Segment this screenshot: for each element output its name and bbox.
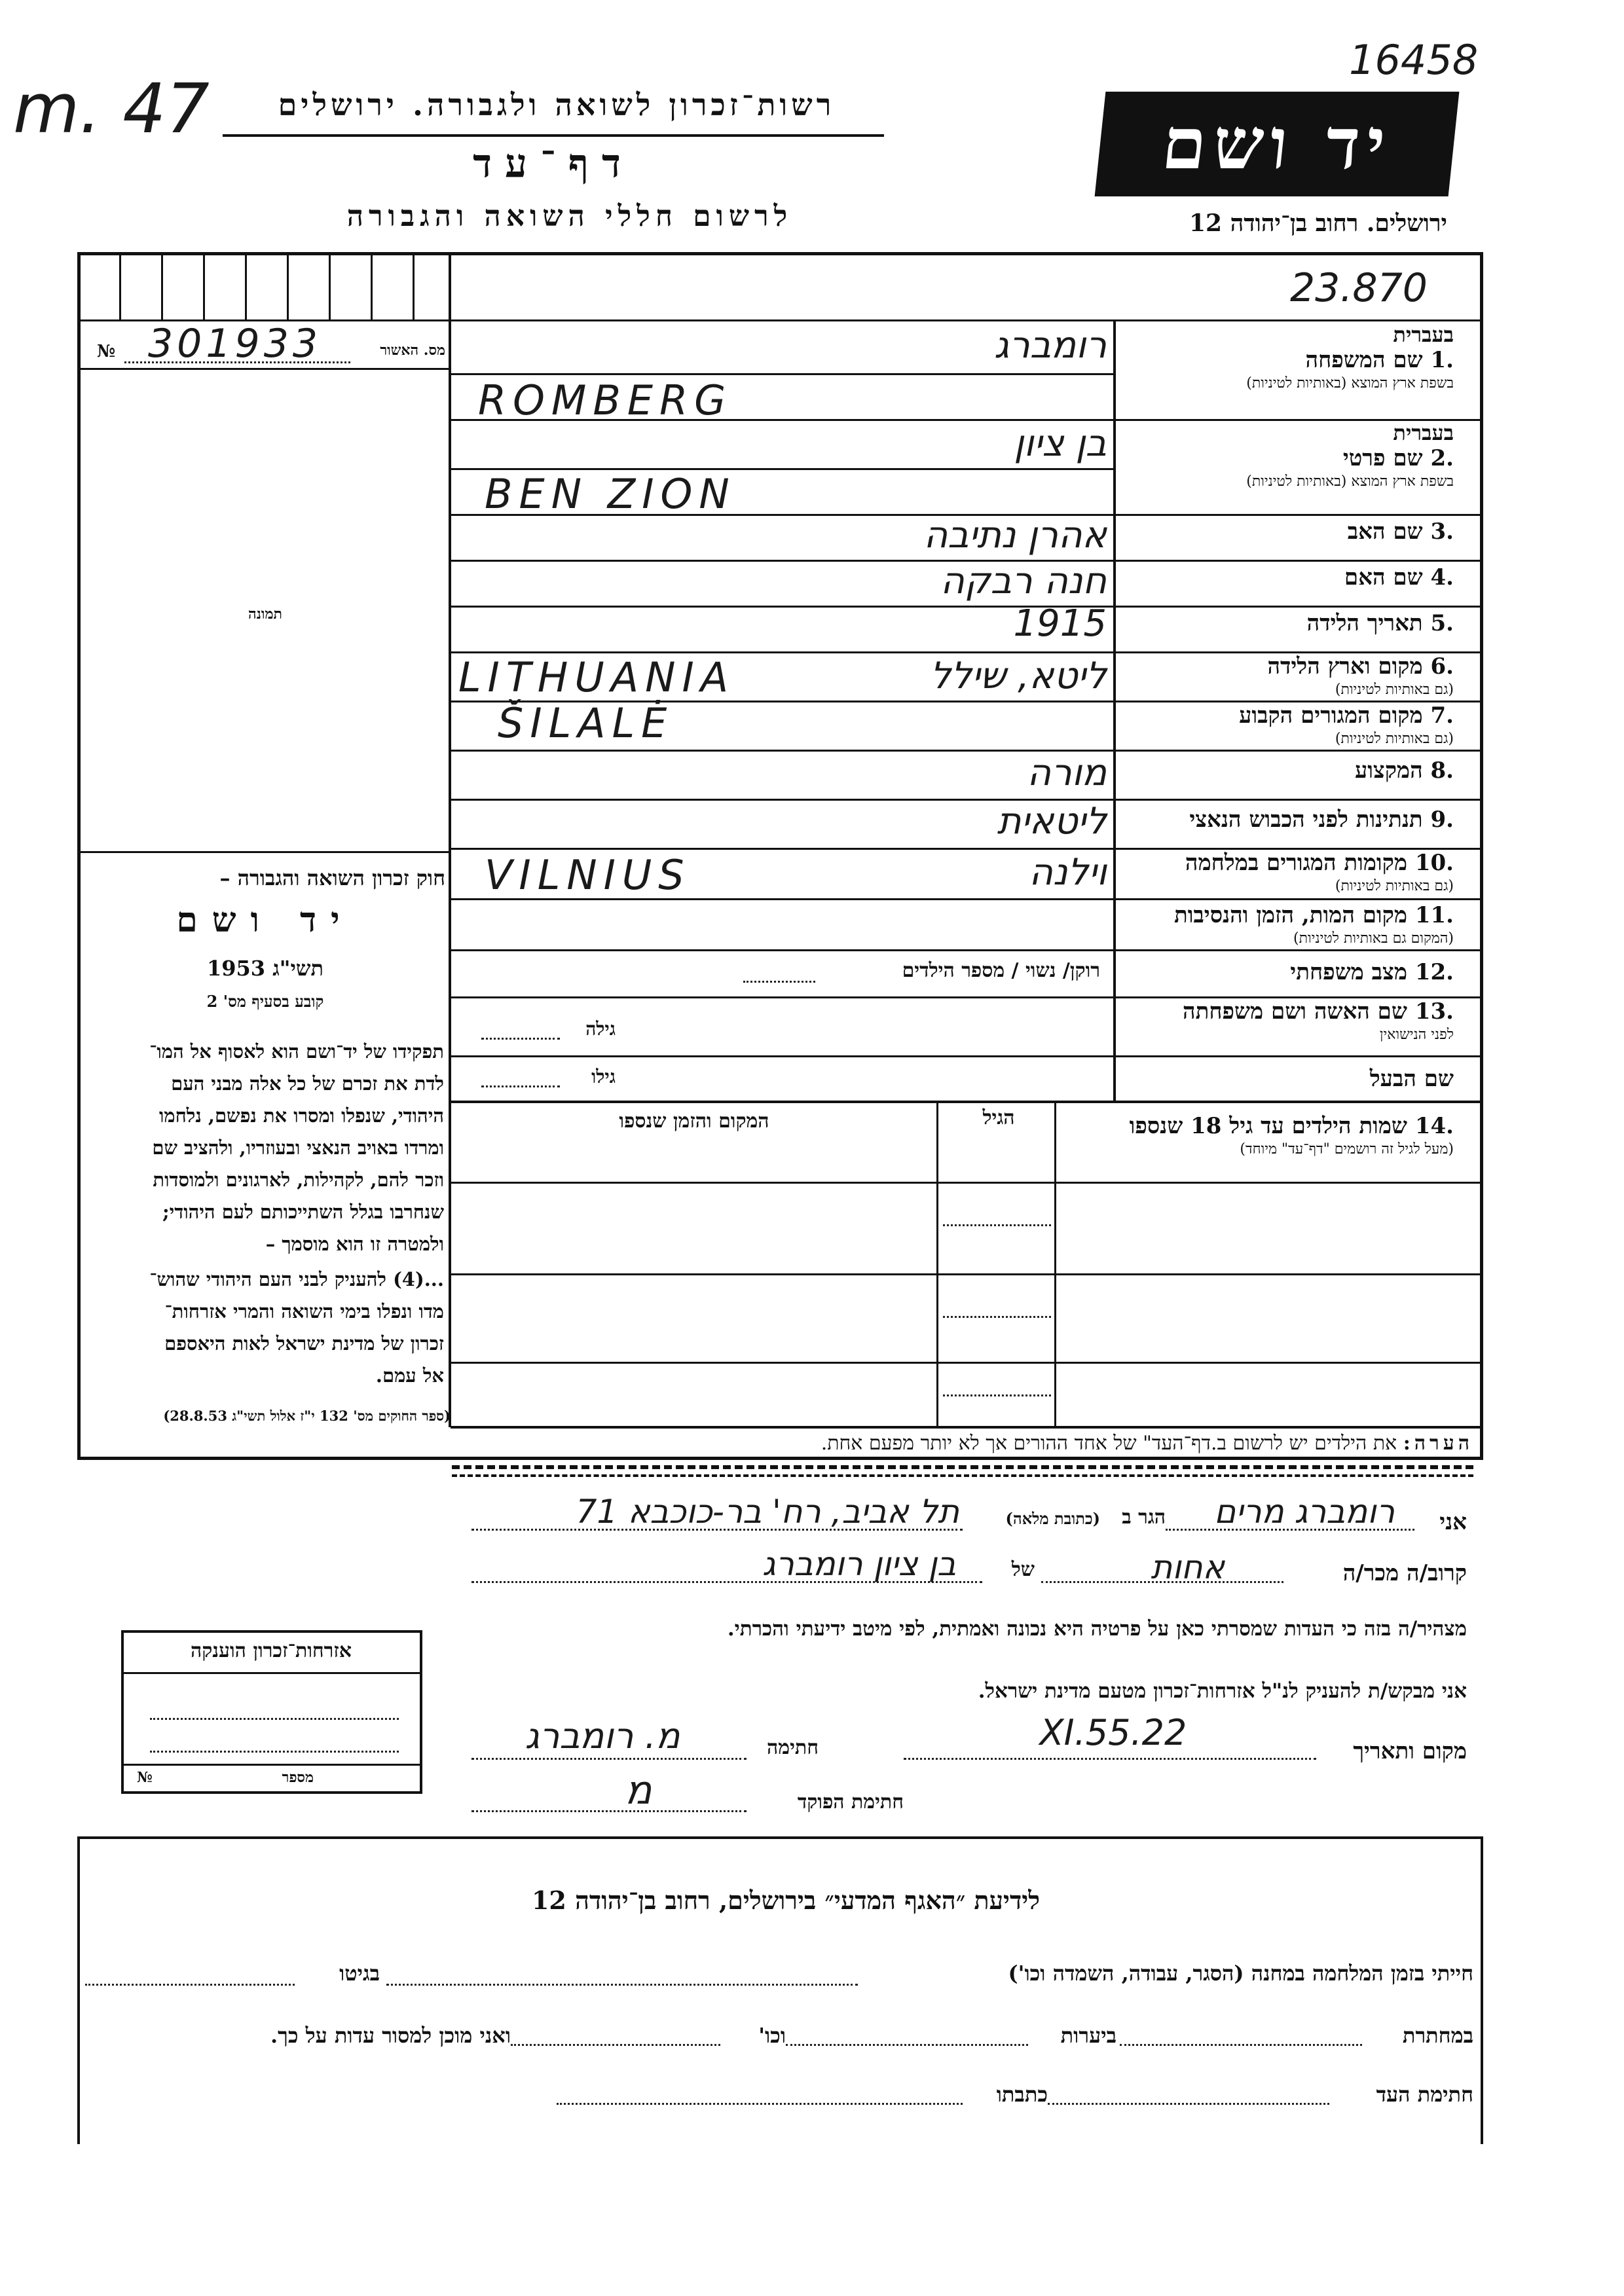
field-10-hebrew-value: וילנה — [1029, 851, 1107, 894]
decl-address-line — [471, 1529, 963, 1531]
citizenship-title: אזרחות־זכרון הוענקה — [190, 1639, 352, 1662]
field-1-label: בעברית .1 שם המשפחה בשפת ארץ המוצא (באותיות לטיניות) — [1246, 322, 1454, 392]
address: ירושלים. רחוב בן־יהודה 12 — [1189, 210, 1447, 237]
registry-no-sign: № — [97, 342, 116, 361]
place-date-line — [904, 1758, 1316, 1760]
org-name: רשות־זכרון לשואה ולגבורה. ירושלים — [278, 87, 836, 122]
footer-line2-b: ביערות — [1060, 2023, 1116, 2048]
law-citation: (ספר החוקים מס' 132 י"ז אלול תשי"ג 28.8.53) — [163, 1408, 451, 1424]
footer-line2-d: ואני מוכן למסור עדות על כך. — [270, 2023, 511, 2048]
handwritten-top-number: 16458 — [1349, 36, 1479, 84]
decl-relation: אחות — [1151, 1548, 1225, 1586]
field-12-options: רוקן/ נשוי / מספר הילדים — [902, 959, 1100, 982]
law-paragraph-2: ...(4) להעניק לבני העם היהודי שהוש־ מדו ונפלו בימי השואה והמרי אזרחות־ זכרון של מדינת ישראל לאות היאספם אל עמם. — [149, 1268, 444, 1387]
table-dotted-line — [943, 1316, 1051, 1318]
footer-line1-a: חייתי בזמן המלחמה במחנה (הסגר, עבודה, השמדה וכו') — [1008, 1961, 1473, 1986]
officer-signature-value: מ — [625, 1768, 652, 1813]
row-line — [451, 1055, 1482, 1057]
note-text: את הילדים יש לרשום ב.דף־העד" של אחד ההורים אך לא יותר מפעם אחת. — [821, 1432, 1397, 1455]
husband-age-line — [481, 1085, 560, 1087]
law-year: תשי"ג 1953 — [207, 956, 323, 981]
field-6-label: .6 מקום וארץ הלידה (גם באותיות לטיניות) — [1267, 653, 1454, 698]
footer-line1-b: בגיטו — [339, 1961, 380, 1986]
children-count-line — [743, 981, 815, 983]
decl-of-line — [471, 1581, 982, 1583]
form-title: דף־עד — [473, 141, 634, 187]
husband-label: שם הבעל — [1369, 1066, 1454, 1092]
law-title: חוק זכרון השואה והגבורה – — [219, 866, 445, 890]
citizenship-box — [121, 1630, 422, 1794]
citizenship-dotline — [150, 1718, 399, 1720]
handwritten-file-number: 23.870 — [1290, 265, 1428, 311]
field-12-label: .12 מצב משפחתי — [1290, 959, 1454, 985]
table-row-line — [451, 1182, 1482, 1184]
yad-vashem-logo — [1095, 92, 1460, 196]
row-line — [451, 1101, 1482, 1103]
photo-label: תמונה — [248, 606, 282, 623]
field-9-value: ליטאית — [997, 800, 1107, 843]
field-7-latin-value: ŠILALĖ — [498, 699, 674, 747]
law-name: יד ושם — [176, 900, 354, 940]
field-8-label: .8 המקצוע — [1354, 757, 1454, 784]
footer-line2-c: וכו' — [758, 2023, 786, 2048]
decl-line2: אני מבקש/ת להעניק לנ"ל אזרחות־זכרון מטעם מדינת ישראל. — [978, 1679, 1467, 1703]
signature-line — [471, 1758, 747, 1760]
box-tick — [329, 254, 331, 319]
husband-age-label: גילו — [591, 1066, 616, 1087]
table-divider — [936, 1101, 938, 1426]
field-10-label: .10 מקומות המגורים במלחמה (גם באותיות לטיניות) — [1185, 850, 1454, 894]
footer-frame — [77, 1836, 1483, 2144]
row-line — [451, 949, 1482, 951]
box-tick — [161, 254, 163, 319]
footer-line2-dots3 — [511, 2044, 720, 2046]
citizenship-no-sign: № — [137, 1769, 153, 1786]
field-13-label: .13 שם האשה ושם משפחתה לפני הנישואין — [1183, 998, 1454, 1043]
dashed-separator — [452, 1465, 1473, 1469]
note-row — [458, 1427, 1473, 1460]
field-7-label: .7 מקום המגורים הקבוע (גם באותיות לטיניות) — [1239, 702, 1454, 747]
wife-age-label: גילה — [585, 1018, 616, 1040]
footer-line2-dots2 — [786, 2044, 1028, 2046]
wife-age-line — [481, 1038, 560, 1040]
footer-line2-dots — [1120, 2044, 1362, 2046]
field-2-hebrew-value: בן ציון — [1014, 422, 1107, 465]
footer-line2-a: במחתרת — [1402, 2023, 1473, 2048]
table-dotted-line — [943, 1394, 1051, 1396]
field-10-latin-value: VILNIUS — [485, 851, 691, 899]
box-tick — [371, 254, 373, 319]
place-date-label: מקום ותאריך — [1353, 1738, 1467, 1764]
registry-label: מס. האשור — [380, 342, 445, 359]
field-5-value: 1915 — [1013, 602, 1107, 645]
footer-line3-a: חתימת העד — [1376, 2082, 1473, 2107]
decl-address: תל אביב, רח' בר-כוכבא 71 — [576, 1493, 959, 1531]
decl-name: רומברג מרים — [1214, 1493, 1395, 1531]
field-4-value: חנה רבקה — [940, 560, 1107, 602]
footer-title: לידיעת ״האגף המדעי״ בירושלים, רחוב בן־יהודה 12 — [531, 1886, 1041, 1915]
org-underline — [223, 134, 884, 137]
field-3-value: אהרן נתיבה — [923, 514, 1107, 556]
decl-relation-line — [1041, 1581, 1283, 1583]
col-age-header: הגיל — [982, 1106, 1015, 1129]
footer-line1-dots — [386, 1984, 858, 1986]
signature-label: חתימה — [767, 1736, 819, 1759]
field-6-hebrew-value: ליטא, שילל — [930, 655, 1107, 697]
form-subtitle: לרשום חללי השואה והגבורה — [346, 200, 793, 233]
field-2-latin-value: BEN ZION — [485, 470, 736, 518]
decl-name-line — [1166, 1529, 1414, 1531]
place-date-value: 22.XI.55 — [1039, 1712, 1187, 1753]
field-2-label: בעברית .2 שם פרטי בשפת ארץ המוצא (באותיות לטיניות) — [1246, 420, 1454, 490]
decl-relative: קרוב/ה מכר/ה — [1342, 1560, 1467, 1586]
citizenship-title-line — [124, 1672, 420, 1674]
decl-resident: הגר ב — [1122, 1506, 1166, 1529]
decl-ani: אני — [1439, 1509, 1467, 1535]
label-column-divider — [1113, 319, 1116, 1101]
citizenship-number-line — [124, 1764, 420, 1766]
registry-row-line — [77, 368, 451, 370]
decl-full-address-label: (כתובת מלאה) — [1005, 1509, 1100, 1528]
field-5-label: .5 תאריך הלידה — [1306, 610, 1454, 636]
row-line — [451, 373, 1113, 375]
table-row-line — [451, 1273, 1482, 1275]
field-9-label: .9 תנתינות לפני הכבוש הנאצי — [1189, 807, 1454, 833]
officer-signature-label: חתימת הפוקד — [797, 1791, 904, 1813]
field-4-label: .4 שם האם — [1344, 564, 1454, 591]
left-column-divider — [449, 254, 451, 1427]
photo-bottom-line — [77, 851, 451, 853]
officer-signature-line — [471, 1810, 747, 1812]
table-divider — [1054, 1101, 1056, 1426]
decl-line1: מצהיר/ה בזה כי העדות שמסרתי כאן על פרטיה היא נכונה ואמתית, לפי מיטב ידיעתי והכרתי. — [727, 1617, 1467, 1641]
field-11-label: .11 מקום המות, הזמן והנסיבות (המקום גם באותיות לטיניות) — [1173, 902, 1454, 947]
box-tick — [245, 254, 247, 319]
box-tick — [203, 254, 205, 319]
field-1-latin-value: ROMBERG — [478, 376, 733, 424]
footer-line1-dots2 — [85, 1984, 295, 1986]
box-tick — [413, 254, 415, 319]
table-row-line — [451, 1362, 1482, 1364]
signature-value: מ. רומברג — [525, 1715, 680, 1757]
footer-line3-b: כתבתו — [996, 2082, 1048, 2107]
decl-of-name: בן ציון רומברג — [762, 1545, 956, 1583]
logo-text: יד ושם — [1158, 103, 1396, 185]
citizenship-dotline — [150, 1751, 399, 1753]
row-line — [451, 898, 1482, 900]
field-6-latin-value: LITHUANIA — [458, 653, 735, 701]
box-tick — [119, 254, 121, 319]
note-label: הערה: — [1403, 1432, 1473, 1455]
law-paragraph-1: תפקידו של יד־ושם הוא לאסוף אל המו־ לדת את זכרם של כל אלה מבני העם היהודי, שנפלו ומסרו את נפשם, נלחמו ומרדו באויב הנאצי ובעוזריו, ולהציב שם וזכר להם, לקהילות, לארגונים ולמוסדות שנחרבו בגלל השתייכותם לעם היהודי; ולמטרה זו הוא מוסמך – — [149, 1040, 444, 1255]
law-clause: קובע בסעיף מס' 2 — [206, 992, 324, 1011]
box-tick — [287, 254, 289, 319]
decl-of: של — [1011, 1558, 1035, 1581]
handwritten-margin-note: m. 47 — [13, 69, 210, 149]
field-3-label: .3 שם האב — [1347, 519, 1454, 545]
citizenship-number: מספר — [282, 1769, 314, 1786]
table-dotted-line — [943, 1224, 1051, 1226]
footer-line3-dots2 — [557, 2103, 963, 2105]
field-14-label: .14 שמות הילדים עד גיל 18 שנספו (מעל לגיל זה רושמים "דף־עד" מיוחד) — [1129, 1113, 1454, 1157]
top-row-line — [451, 319, 1482, 321]
field-8-value: מורה — [1027, 752, 1107, 794]
dashed-separator — [452, 1474, 1473, 1477]
footer-line3-dots — [1048, 2103, 1329, 2105]
registry-number: 301933 — [148, 321, 322, 367]
field-1-hebrew-value: רומברג — [994, 324, 1107, 367]
registry-dotline — [124, 361, 350, 363]
col-place-time-header: המקום והזמן שנספו — [619, 1110, 769, 1133]
